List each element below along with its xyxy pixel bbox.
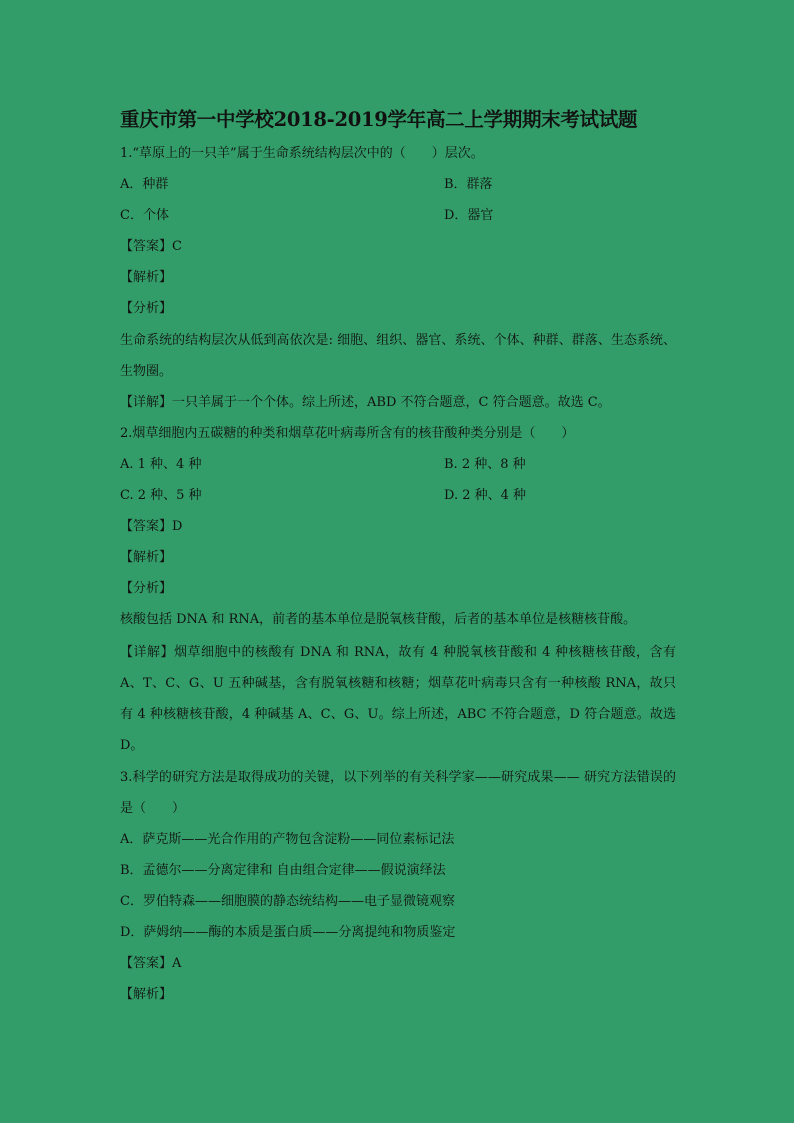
question-3-jiexi-heading: 【解析】 xyxy=(120,987,173,1002)
question-1-stem: 1.“草原上的一只羊”属于生命系统结构层次中的（ ）层次。 xyxy=(120,146,484,161)
question-2-detail: 【详解】烟草细胞中的核酸有 DNA 和 RNA，故有 4 种脱氧核苷酸和 4 种核糖核苷酸，含有 A、T、C、G、U 五种碱基，含有脱氧核糖和核糖；烟草花叶病毒只含有一种核酸 RNA，故只有 4 种核糖核苷酸，4 种碱基 A、C、G、U。综上所述，ABC 不符合题意，D 符合题意。故选 D。 xyxy=(120,645,676,753)
question-3-option-c: C．罗伯特森——细胞膜的静态统结构——电子显微镜观察 xyxy=(120,894,455,909)
question-3-stem: 3.科学的研究方法是取得成功的关键，以下列举的有关科学家——研究成果—— 研究方法错误的是（ ） xyxy=(120,770,676,816)
question-2-option-b: B. 2 种、8 种 xyxy=(444,457,526,472)
question-2-fenxi-heading: 【分析】 xyxy=(120,581,173,596)
question-1-answer: 【答案】C xyxy=(120,239,182,254)
question-2-option-a: A. 1 种、4 种 xyxy=(120,457,202,472)
question-3-option-b: B．孟德尔——分离定律和 自由组合定律——假说演绎法 xyxy=(120,863,446,878)
question-3-answer: 【答案】A xyxy=(120,956,182,971)
question-1-option-a: A．种群 xyxy=(120,177,169,192)
question-2-jiexi-heading: 【解析】 xyxy=(120,550,173,565)
question-1-option-b: B．群落 xyxy=(444,177,493,192)
question-2-stem: 2.烟草细胞内五碳糖的种类和烟草花叶病毒所含有的核苷酸种类分别是（ ） xyxy=(120,426,575,441)
question-3-option-d: D．萨姆纳——酶的本质是蛋白质——分离提纯和物质鉴定 xyxy=(120,925,456,940)
question-1-fenxi-heading: 【分析】 xyxy=(120,301,173,316)
question-1-option-c: C．个体 xyxy=(120,208,169,223)
question-1-analysis: 生命系统的结构层次从低到高依次是: 细胞、组织、器官、系统、个体、种群、群落、生态系统、生物圈。 xyxy=(120,333,676,379)
question-1-jiexi-heading: 【解析】 xyxy=(120,270,173,285)
question-2-analysis: 核酸包括 DNA 和 RNA，前者的基本单位是脱氧核苷酸，后者的基本单位是核糖核苷酸。 xyxy=(120,612,637,627)
question-2-option-d: D. 2 种、4 种 xyxy=(444,488,527,503)
question-1-option-d: D．器官 xyxy=(444,208,494,223)
page-title: 重庆市第一中学校2018-2019学年高二上学期期末考试试题 xyxy=(120,108,638,131)
question-1-detail: 【详解】一只羊属于一个个体。综上所述，ABD 不符合题意，C 符合题意。故选 C。 xyxy=(120,395,611,410)
question-3-option-a: A．萨克斯——光合作用的产物包含淀粉——同位素标记法 xyxy=(120,832,455,847)
question-2-option-c: C. 2 种、5 种 xyxy=(120,488,202,503)
question-2-answer: 【答案】D xyxy=(120,519,183,534)
